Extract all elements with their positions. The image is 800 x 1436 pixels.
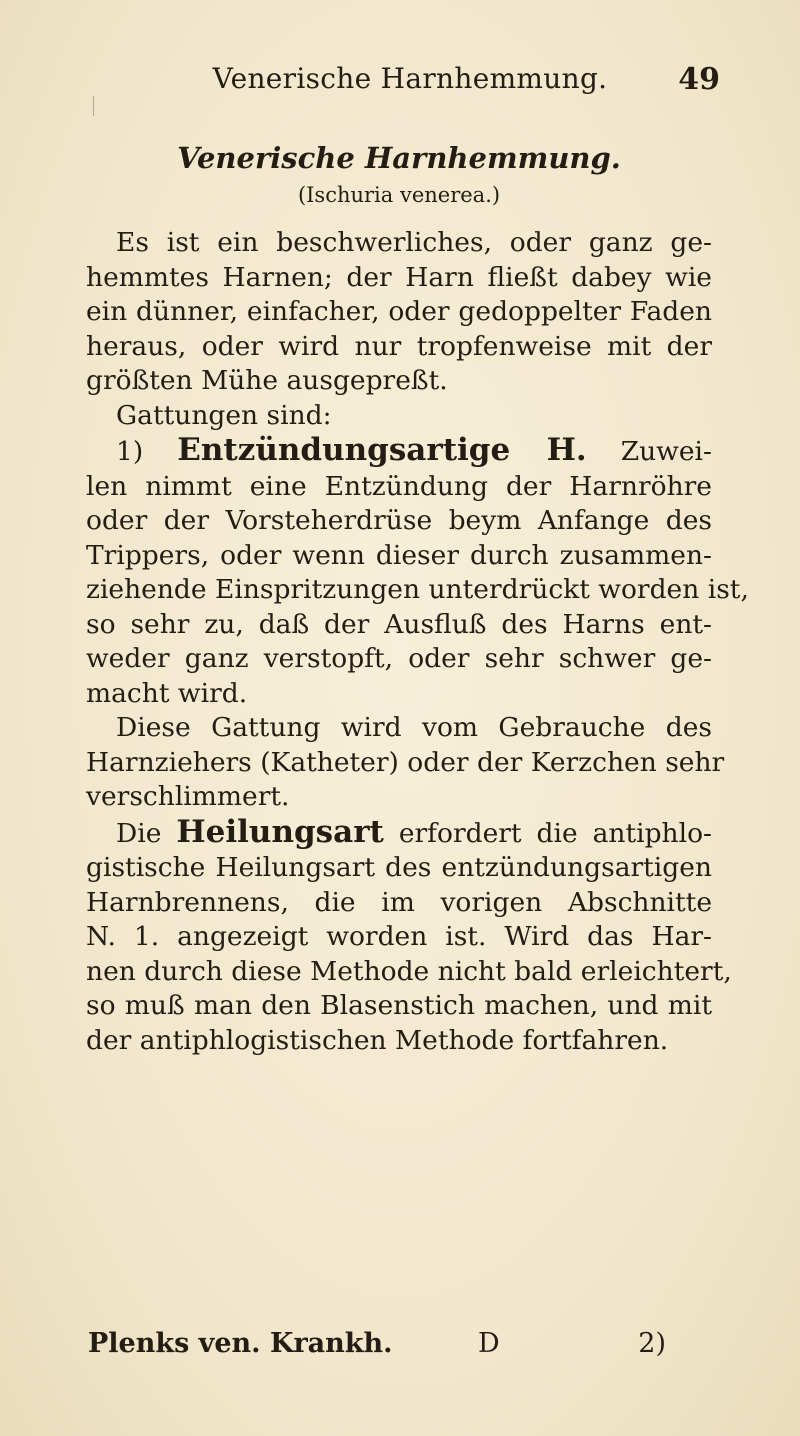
list-item-number: 1) xyxy=(116,436,144,467)
text-line: so muß man den Blasenstich machen, und mit xyxy=(86,990,712,1021)
text-line: N. 1. angezeigt worden ist. Wird das Har- xyxy=(86,921,712,952)
healing-term: Heilungsart xyxy=(176,813,384,850)
text-line: Harnbrennens, die im vorigen Abschnitte xyxy=(86,886,712,918)
section-title: Venerische Harnhemmung. xyxy=(177,141,621,175)
text-line: ziehende Einspritzungen unterdrückt worden ist, xyxy=(86,574,749,605)
text-line: ein dünner, einfacher, oder gedoppelter Faden xyxy=(86,296,712,327)
text-line: heraus, oder wird nur tropfenweise mit der xyxy=(86,330,712,362)
text-line: Diese Gattung wird vom Gebrauche des xyxy=(116,712,712,743)
text-block xyxy=(86,138,749,1058)
text-line: verschlimmert. xyxy=(86,781,290,812)
text-line: der antiphlogistischen Methode fortfahren. xyxy=(86,1024,669,1056)
print-mark xyxy=(93,96,94,116)
text-line: so sehr zu, daß der Ausfluß des Harns ent- xyxy=(86,608,712,640)
list-item-text: Zuwei- xyxy=(620,436,712,467)
running-head xyxy=(100,62,720,106)
text-line: weder ganz verstopft, oder sehr schwer ge- xyxy=(86,643,712,674)
text-line: macht wird. xyxy=(86,677,248,709)
healing-text: erfordert die antiphlo- xyxy=(398,817,712,849)
healing-lead: Die xyxy=(116,817,162,849)
text-line: Harnziehers (Katheter) oder der Kerzchen sehr xyxy=(86,746,725,778)
sheet-signature: D xyxy=(478,1328,500,1359)
text-line: oder der Vorsteherdrüse beym Anfange des xyxy=(86,505,712,536)
text-line: len nimmt eine Entzündung der Harnröhre xyxy=(86,470,712,502)
list-item-term: Entzündungsartige H. xyxy=(177,432,587,468)
text-line: nen durch diese Methode nicht bald erleichtert, xyxy=(86,955,732,987)
catchword: 2) xyxy=(638,1328,666,1359)
running-title: Venerische Harnhemmung. xyxy=(212,62,608,95)
text-line: größten Mühe ausgepreßt. xyxy=(86,365,448,396)
page-number: 49 xyxy=(678,62,720,97)
text-line: hemmtes Harnen; der Harn fließt dabey wie xyxy=(86,261,712,293)
text-line: gistische Heilungsart des entzündungsartigen xyxy=(86,852,712,883)
latin-title: (Ischuria venerea.) xyxy=(297,183,501,207)
text-line: Trippers, oder wenn dieser durch zusammen- xyxy=(86,539,712,571)
healing-paragraph-start xyxy=(86,815,712,852)
text-line: Es ist ein beschwerliches, oder ganz ge- xyxy=(116,227,712,258)
signature-line: Plenks ven. Krankh. xyxy=(88,1328,393,1359)
footer xyxy=(88,1328,666,1368)
text-line: Gattungen sind: xyxy=(116,399,332,431)
list-item-1 xyxy=(86,433,712,470)
